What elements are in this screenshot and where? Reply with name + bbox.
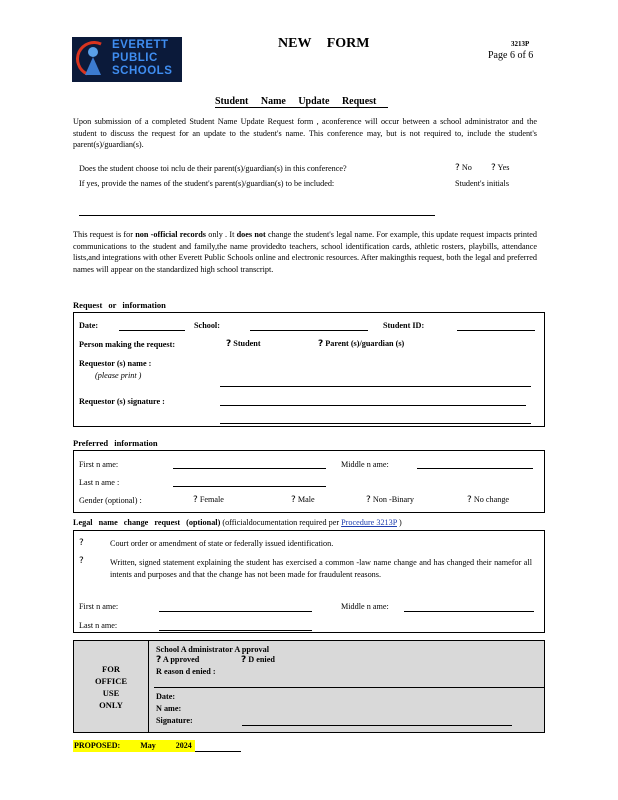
checkbox-icon[interactable]: ? <box>455 163 460 173</box>
checkbox-icon[interactable]: ? <box>366 495 371 505</box>
person-student-label: Student <box>233 339 261 348</box>
logo-swoosh-icon <box>72 37 117 82</box>
notice-text-3: change the student's legal name. For example, this update request impacts printed communications to the student and family,the name providedto teachers, school identification cards, athletic rosters, playbills, attendance lists,and integrations with other Everett Public Schools online and electronic resources. After makingthis request, both the legal and preferred names will appear on the standardized high school transcript. <box>73 230 538 274</box>
page-indicator: Page 6 of 6 <box>488 50 534 61</box>
logo-text <box>112 39 172 78</box>
requestor-name-field[interactable] <box>220 386 531 387</box>
office-side-label-3: USE <box>102 688 120 698</box>
request-section-heading: Request or information <box>73 300 166 310</box>
office-side-label-4: ONLY <box>99 700 123 710</box>
date-label: Date: <box>79 321 99 330</box>
office-name-label: N ame: <box>156 704 182 713</box>
denied-option[interactable] <box>241 655 275 665</box>
office-signature-field[interactable] <box>242 725 512 726</box>
school-label: School: <box>194 321 220 330</box>
legal-court-text: Court order or amendment of state or federally issued identification. <box>110 539 334 548</box>
parent-names-field[interactable] <box>79 215 435 216</box>
gender-nonbinary-option[interactable] <box>366 495 414 505</box>
approved-label: A pproved <box>162 655 200 664</box>
district-logo <box>72 37 182 82</box>
proposed-month: May <box>140 741 156 750</box>
requestor-signature-field-2[interactable] <box>220 423 531 424</box>
conference-question: Does the student choose toi nclu de their parent(s)/guardian(s) in this conference? <box>79 164 347 173</box>
gender-female-label: Female <box>199 495 224 504</box>
proposed-date-badge <box>73 740 195 752</box>
logo-text-public: PUBLIC <box>112 52 158 64</box>
office-divider <box>154 687 544 688</box>
gender-male-option[interactable] <box>291 495 315 505</box>
school-field[interactable] <box>250 330 368 331</box>
person-parent-label: Parent (s)/guardian (s) <box>325 339 405 348</box>
legal-middle-name-field[interactable] <box>404 611 534 612</box>
legal-court-option[interactable] <box>79 538 84 548</box>
student-id-label: Student ID: <box>383 321 425 330</box>
policy-code: 3213P <box>511 40 530 48</box>
reason-denied-label: R eason d enied : <box>156 667 216 676</box>
page-title: NEW FORM <box>278 36 370 51</box>
checkbox-icon[interactable]: ? <box>193 495 198 505</box>
checkbox-icon[interactable]: ? <box>491 163 496 173</box>
checkbox-icon[interactable]: ? <box>318 339 324 349</box>
conference-yes-label: Yes <box>497 163 510 172</box>
gender-female-option[interactable] <box>193 495 224 505</box>
checkbox-icon[interactable]: ? <box>226 339 232 349</box>
date-field[interactable] <box>119 330 185 331</box>
intro-paragraph: Upon submission of a completed Student Name Update Request form , aconference will occur between a school administrator and the student to discuss the request for an update to the student's name. This conference may, but is not required to, include the student's parent(s)/guardian(s). <box>73 117 537 149</box>
legal-section-heading: Legal name change request (optional) <box>73 518 221 527</box>
office-use-side-label <box>74 641 149 732</box>
procedure-link[interactable]: Procedure 3213P <box>341 518 397 527</box>
preferred-first-name-label: First n ame: <box>79 460 119 469</box>
legal-middle-name-label: Middle n ame: <box>341 602 389 611</box>
approved-option[interactable] <box>156 655 199 665</box>
preferred-last-name-field[interactable] <box>173 486 326 487</box>
student-id-field[interactable] <box>457 330 535 331</box>
notice-text-2: only . It <box>205 230 237 239</box>
notice-text-1: This request is for <box>73 230 136 239</box>
preferred-middle-name-label: Middle n ame: <box>341 460 389 469</box>
checkbox-icon[interactable]: ? <box>241 655 247 665</box>
conference-followup: If yes, provide the names of the student's parent(s)/guardian(s) to be included: <box>79 179 335 188</box>
office-use-section <box>73 640 545 733</box>
office-side-label-2: OFFICE <box>94 676 128 686</box>
office-side-label-1: FOR <box>102 664 120 674</box>
gender-nochange-label: No change <box>473 495 510 504</box>
legal-written-option[interactable] <box>79 556 84 566</box>
person-making-request-label: Person making the request: <box>79 340 176 349</box>
legal-note-prefix: (officialdocumentation required per <box>222 518 342 527</box>
preferred-last-name-label: Last n ame : <box>79 478 120 487</box>
legal-first-name-label: First n ame: <box>79 602 119 611</box>
logo-figure-head-icon <box>88 47 98 57</box>
legal-last-name-label: Last n ame: <box>79 621 118 630</box>
logo-text-everett: EVERETT <box>112 39 169 51</box>
legal-section-heading-row <box>73 518 402 527</box>
requestor-signature-label: Requestor (s) signature : <box>79 397 165 406</box>
gender-label: Gender (optional) : <box>79 496 142 505</box>
proposed-underline <box>195 751 241 752</box>
notice-bold-2: does not <box>236 230 266 239</box>
preferred-first-name-field[interactable] <box>173 468 326 469</box>
notice-bold-1: non -official records <box>135 230 206 239</box>
please-print-hint: (please print ) <box>95 371 142 380</box>
person-student-option[interactable] <box>226 339 261 349</box>
gender-nochange-option[interactable] <box>467 495 509 505</box>
legal-first-name-field[interactable] <box>159 611 312 612</box>
legal-last-name-field[interactable] <box>159 630 312 631</box>
person-parent-option[interactable] <box>318 339 404 349</box>
approval-label: School A dministrator A pproval <box>156 645 269 654</box>
proposed-label: PROPOSED: <box>74 741 121 750</box>
conference-yes-option[interactable] <box>491 163 509 173</box>
proposed-year: 2024 <box>175 741 192 750</box>
office-signature-label: Signature: <box>156 716 193 725</box>
conference-no-label: No <box>461 163 472 172</box>
denied-label: D enied <box>248 655 275 664</box>
requestor-name-label: Requestor (s) name : <box>79 359 152 368</box>
conference-no-option[interactable] <box>455 163 472 173</box>
legal-written-text: Written, signed statement explaining the student has exercised a common -law name change and has changed their namefor all intents and purposes and that the change has not been made for fraudulent reasons. <box>110 558 532 579</box>
legal-note-suffix: ) <box>396 518 402 527</box>
gender-male-label: Male <box>297 495 315 504</box>
preferred-middle-name-field[interactable] <box>417 468 533 469</box>
notice-paragraph <box>73 229 537 275</box>
requestor-signature-field[interactable] <box>220 405 526 406</box>
checkbox-icon[interactable]: ? <box>79 538 84 548</box>
checkbox-icon[interactable]: ? <box>156 655 162 665</box>
gender-nonbinary-label: Non -Binary <box>372 495 414 504</box>
form-title: Student Name Update Request <box>215 96 388 108</box>
student-initials-label: Student's initials <box>455 179 510 188</box>
checkbox-icon[interactable]: ? <box>467 495 472 505</box>
preferred-section-heading: Preferred information <box>73 438 158 448</box>
checkbox-icon[interactable]: ? <box>291 495 296 505</box>
office-date-label: Date: <box>156 692 176 701</box>
checkbox-icon[interactable]: ? <box>79 556 84 566</box>
logo-text-schools: SCHOOLS <box>112 65 173 77</box>
